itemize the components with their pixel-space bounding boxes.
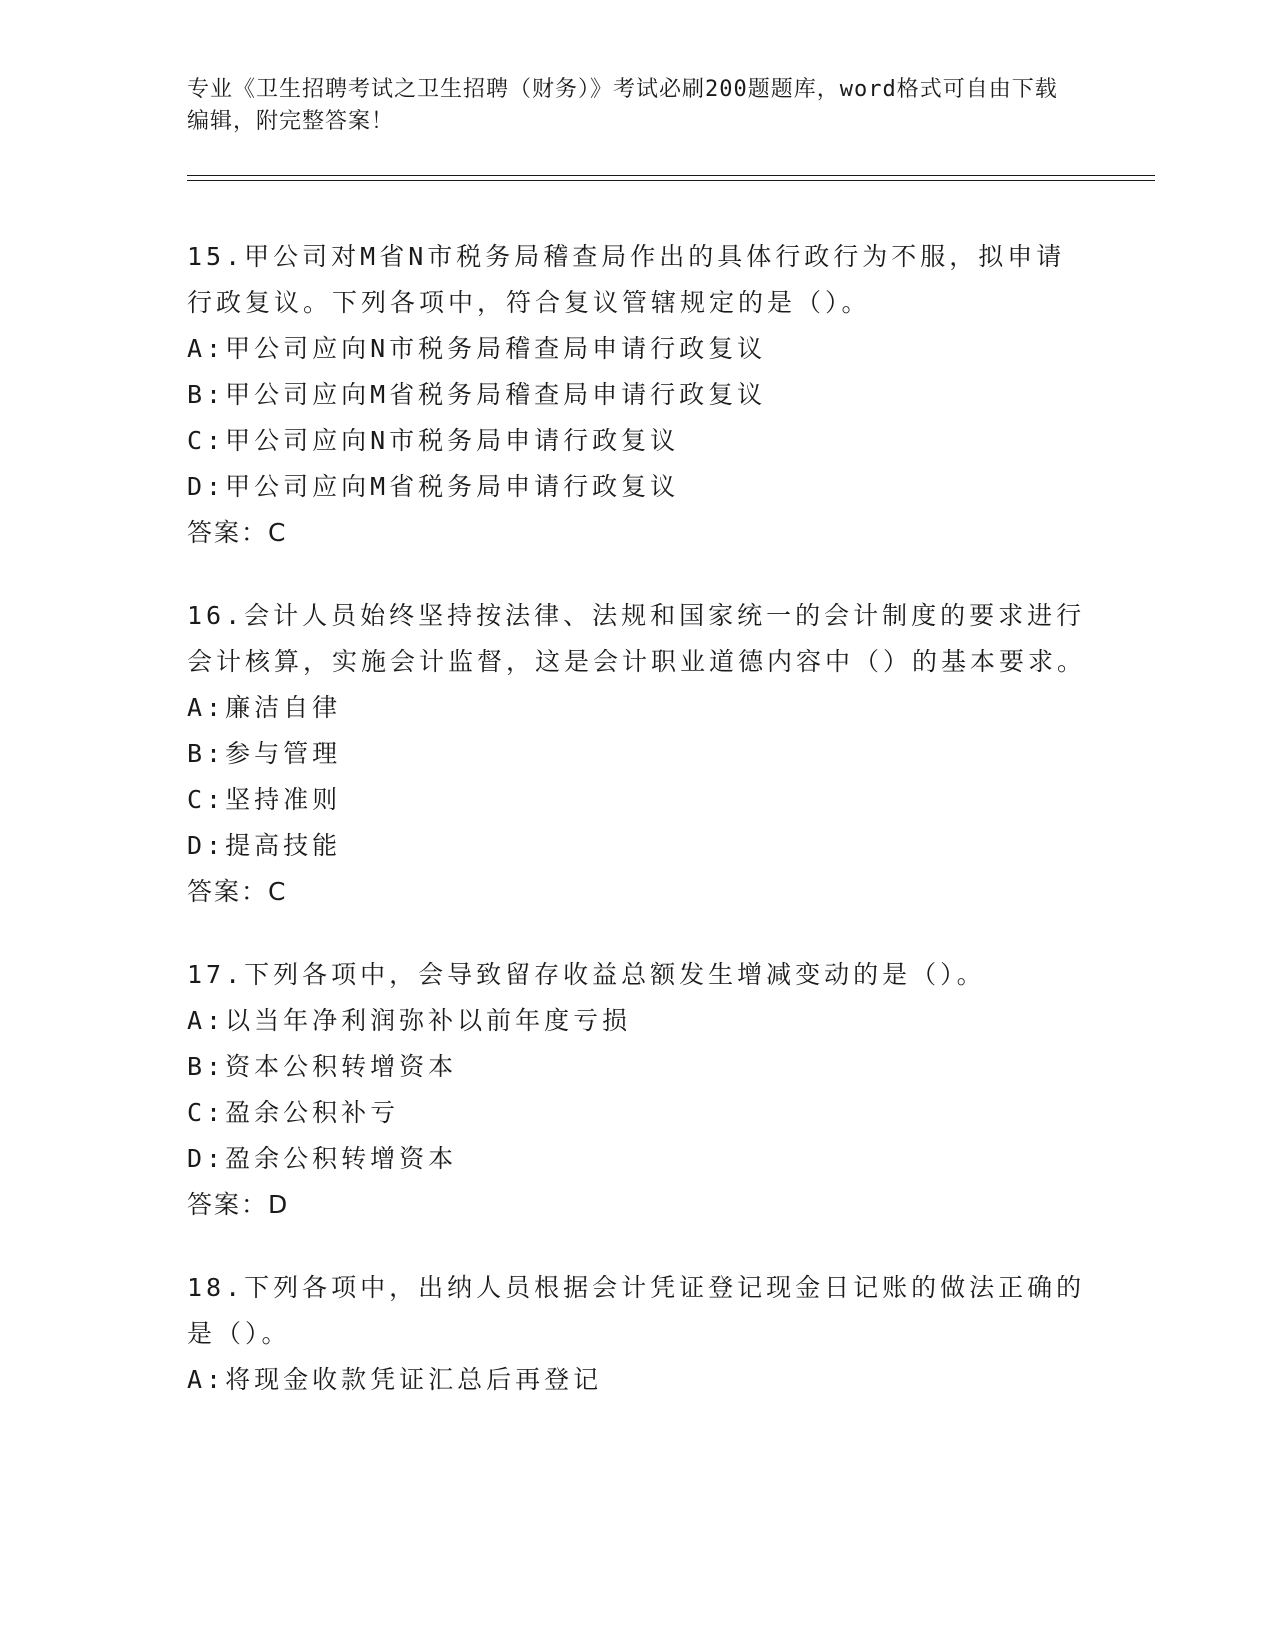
option-b: B:资本公积转增资本 <box>187 1052 458 1081</box>
answer-value: C <box>268 518 288 547</box>
answer-label: 答案： <box>187 518 269 547</box>
option-list <box>187 685 1087 869</box>
option-list <box>187 998 1087 1182</box>
question-text: 16.会计人员始终坚持按法律、法规和国家统一的会计制度的要求进行会计核算，实施会计监督，这是会计职业道德内容中（）的基本要求。 <box>187 601 1087 676</box>
question-text: 18.下列各项中，出纳人员根据会计凭证登记现金日记账的做法正确的是（）。 <box>187 1273 1086 1348</box>
answer-label: 答案： <box>187 877 269 906</box>
option-a: A:甲公司应向N市税务局稽查局申请行政复议 <box>187 334 767 363</box>
answer-line <box>187 1182 1087 1228</box>
option-d: D:盈余公积转增资本 <box>187 1144 458 1173</box>
header-divider-top <box>187 175 1155 176</box>
answer-line <box>187 869 1087 915</box>
question-15 <box>187 234 1087 556</box>
answer-value: D <box>268 1190 290 1219</box>
question-text: 17.下列各项中，会导致留存收益总额发生增减变动的是（）。 <box>187 960 986 989</box>
document-intro: 专业《卫生招聘考试之卫生招聘（财务）》考试必刷200题题库，word格式可自由下载编辑，附完整答案！ <box>187 77 1058 134</box>
option-list <box>187 1357 1087 1403</box>
question-17 <box>187 952 1087 1228</box>
answer-value: C <box>268 877 288 906</box>
option-c: C:甲公司应向N市税务局申请行政复议 <box>187 426 680 455</box>
header-divider-bottom <box>187 180 1155 181</box>
answer-label: 答案： <box>187 1190 269 1219</box>
option-d: D:提高技能 <box>187 831 342 860</box>
option-a: A:将现金收款凭证汇总后再登记 <box>187 1365 603 1394</box>
option-list <box>187 326 1087 510</box>
question-18 <box>187 1265 1087 1403</box>
option-a: A:廉洁自律 <box>187 693 342 722</box>
option-c: C:坚持准则 <box>187 785 342 814</box>
question-text: 15.甲公司对M省N市税务局稽查局作出的具体行政行为不服，拟申请行政复议。下列各项中，符合复议管辖规定的是（）。 <box>187 242 1066 317</box>
option-c: C:盈余公积补亏 <box>187 1098 400 1127</box>
option-b: B:参与管理 <box>187 739 342 768</box>
question-16 <box>187 593 1087 915</box>
answer-line <box>187 510 1087 556</box>
option-b: B:甲公司应向M省税务局稽查局申请行政复议 <box>187 380 767 409</box>
option-d: D:甲公司应向M省税务局申请行政复议 <box>187 472 680 501</box>
option-a: A:以当年净利润弥补以前年度亏损 <box>187 1006 632 1035</box>
question-list <box>187 234 1087 1440</box>
